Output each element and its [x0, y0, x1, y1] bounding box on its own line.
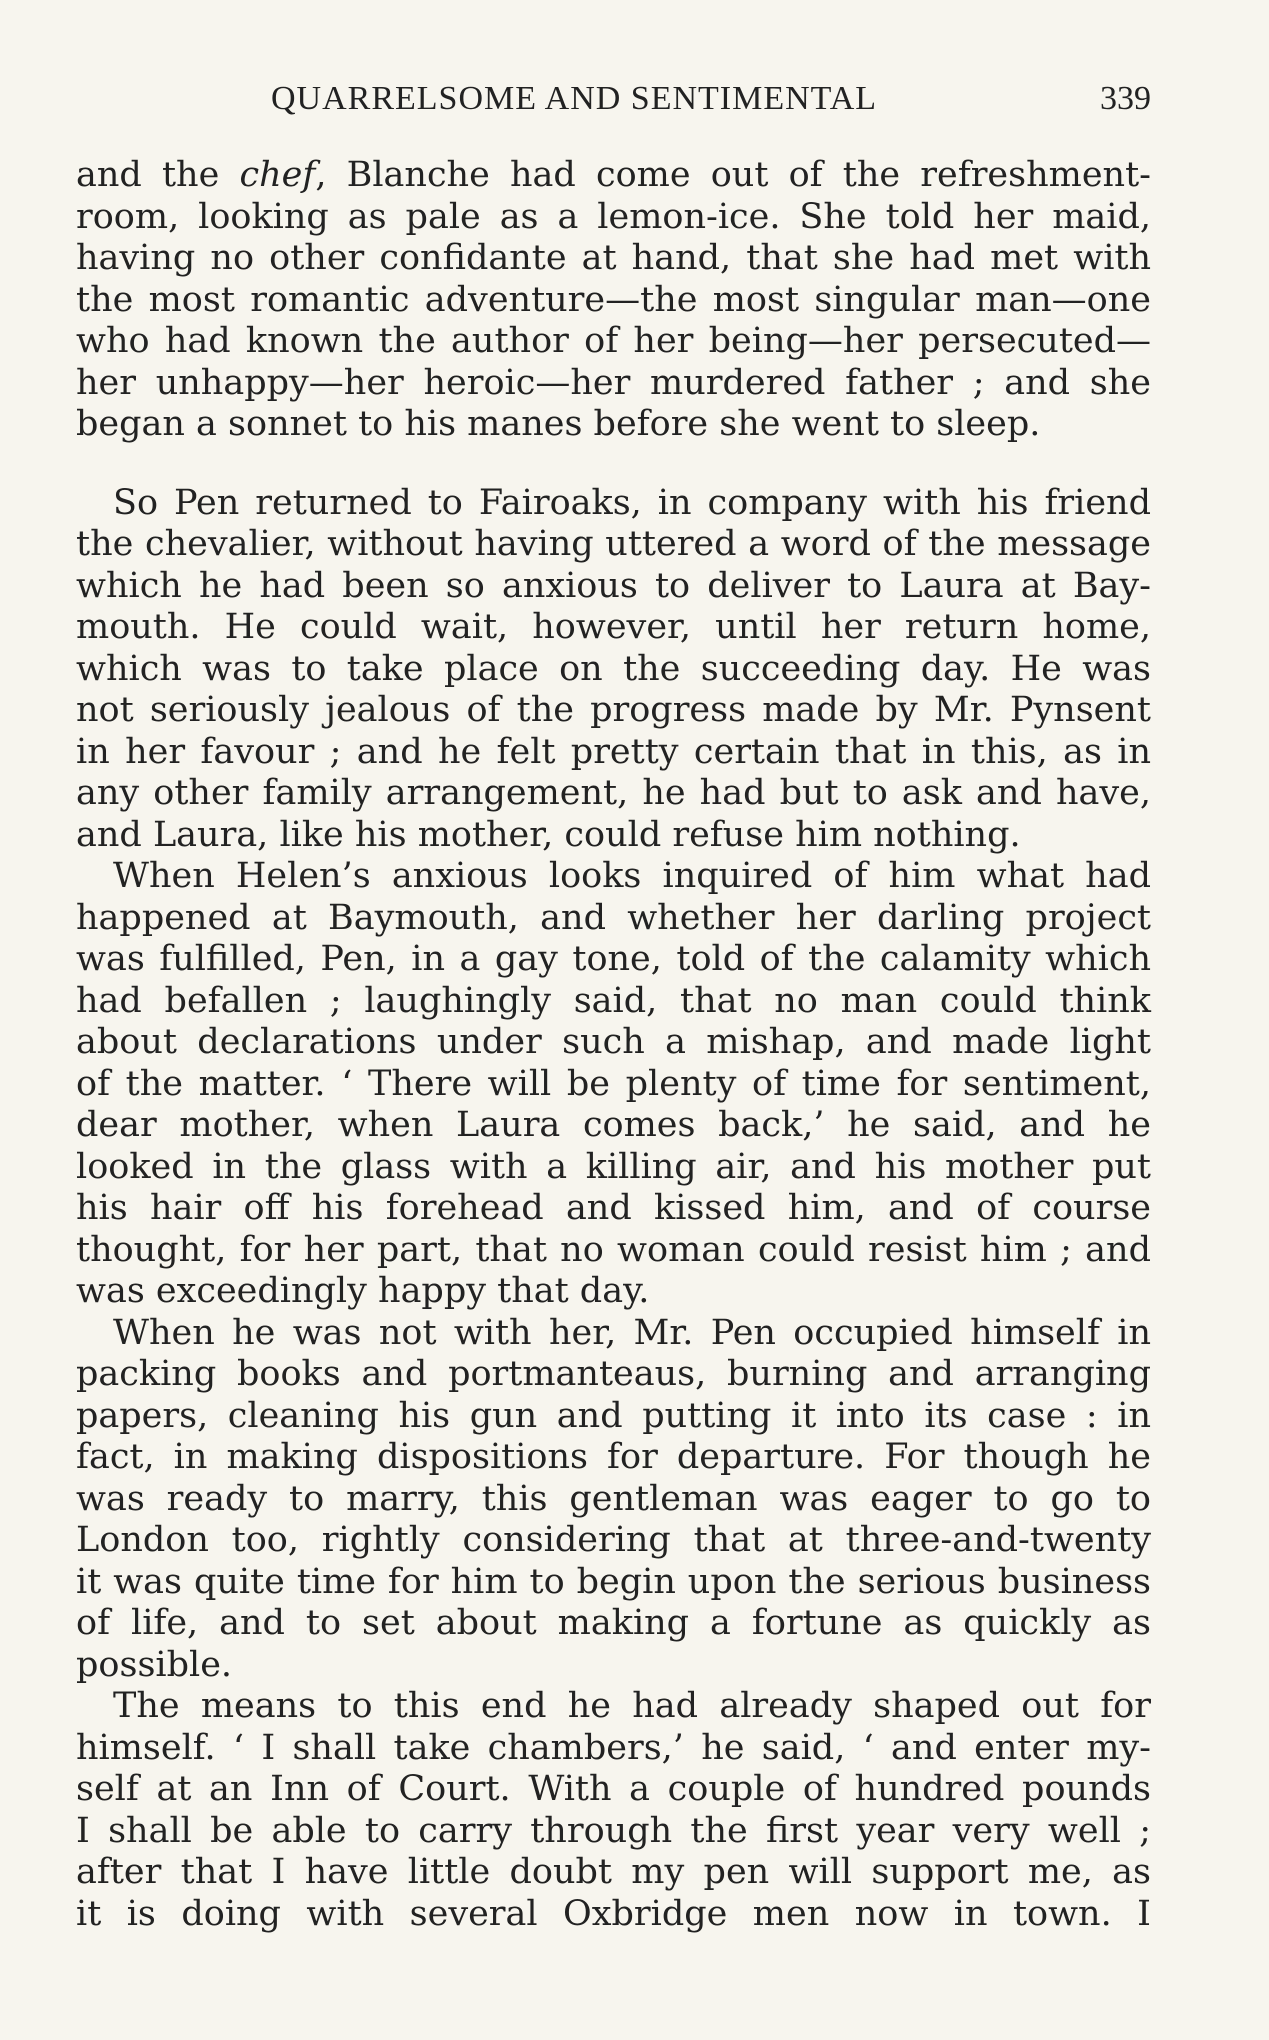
- text-line: it is doing with several Oxbridge men now in town. I: [76, 1893, 1151, 1934]
- italic-word: chef: [239, 155, 316, 195]
- text-line: of life, and to set about making a fortune as quickly as: [76, 1603, 1151, 1643]
- text-line: his hair off his forehead and kissed him, and of course: [76, 1188, 1151, 1228]
- text-line: which he had been so anxious to deliver to Laura at Bay-: [76, 565, 1151, 606]
- running-head: QUARRELSOME AND SENTIMENTAL: [271, 80, 878, 117]
- text-line: her unhappy—her heroic—her murdered father ; and she: [76, 362, 1151, 403]
- text-line: himself. ‘ I shall take chambers,’ he said, ‘ and enter my-: [76, 1727, 1151, 1768]
- text-line: about declarations under such a mishap, and made light: [76, 1022, 1151, 1062]
- text-line: in her favour ; and he felt pretty certain that in this, as in: [76, 731, 1151, 772]
- text-line: not seriously jealous of the progress made by Mr. Pynsent: [76, 690, 1151, 730]
- text-line: and the chef, Blanche had come out of the refreshment-: [76, 155, 1151, 195]
- text-line: The means to this end he had already shaped out for: [113, 1686, 1151, 1726]
- text-line: of the matter. ‘ There will be plenty of time for sentiment,: [76, 1063, 1151, 1104]
- text-line: and Laura, like his mother, could refuse him nothing.: [76, 814, 1021, 855]
- text-line: When he was not with her, Mr. Pen occupied himself in: [113, 1312, 1151, 1353]
- text-line: began a sonnet to his manes before she went to sleep.: [76, 404, 1041, 444]
- text-line: who had known the author of her being—her persecuted—: [76, 321, 1151, 361]
- text-line: after that I have little doubt my pen will support me, as: [76, 1852, 1151, 1892]
- text-line: London too, rightly considering that at three-and-twenty: [76, 1520, 1151, 1560]
- text-line: any other family arrangement, he had but to ask and have,: [76, 773, 1151, 813]
- text-line: papers, cleaning his gun and putting it into its case : in: [76, 1395, 1151, 1436]
- text-line: was exceedingly happy that day.: [76, 1271, 650, 1311]
- text-line: was fulfilled, Pen, in a gay tone, told of the calamity which: [76, 939, 1151, 979]
- page-header: [76, 80, 1151, 132]
- text-line: So Pen returned to Fairoaks, in company with his friend: [113, 482, 1151, 523]
- text-line: possible.: [76, 1644, 233, 1685]
- text-line: fact, in making dispositions for departure. For though he: [76, 1437, 1151, 1477]
- text-line: I shall be able to carry through the first year very well ;: [76, 1810, 1151, 1851]
- text-line: thought, for her part, that no woman could resist him ; and: [76, 1229, 1151, 1270]
- text-line: dear mother, when Laura comes back,’ he said, and he: [76, 1105, 1151, 1145]
- text-line: mouth. He could wait, however, until her return home,: [76, 607, 1151, 647]
- text-line: the most romantic adventure—the most singular man—one: [76, 279, 1151, 320]
- text-line: which was to take place on the succeeding day. He was: [76, 648, 1151, 689]
- body-text: [76, 155, 1151, 1935]
- section-break: [76, 446, 1151, 483]
- text-line: was ready to marry, this gentleman was eager to go to: [76, 1478, 1151, 1519]
- page-number: 339: [1100, 80, 1151, 117]
- text-line: room, looking as pale as a lemon-ice. She told her maid,: [76, 196, 1151, 237]
- text-line: the chevalier, without having uttered a word of the message: [76, 524, 1151, 564]
- text-line: had befallen ; laughingly said, that no man could think: [76, 980, 1151, 1021]
- text-line: it was quite time for him to begin upon the serious business: [76, 1561, 1151, 1602]
- text-line: packing books and portmanteaus, burning and arranging: [76, 1354, 1151, 1394]
- text-line: having no other confidante at hand, that she had met with: [76, 238, 1151, 278]
- text-line: self at an Inn of Court. With a couple of hundred pounds: [76, 1769, 1151, 1809]
- text-line: looked in the glass with a killing air, and his mother put: [76, 1146, 1151, 1187]
- text-line: When Helen’s anxious looks inquired of him what had: [113, 856, 1151, 896]
- text-line: happened at Baymouth, and whether her darling project: [76, 897, 1151, 938]
